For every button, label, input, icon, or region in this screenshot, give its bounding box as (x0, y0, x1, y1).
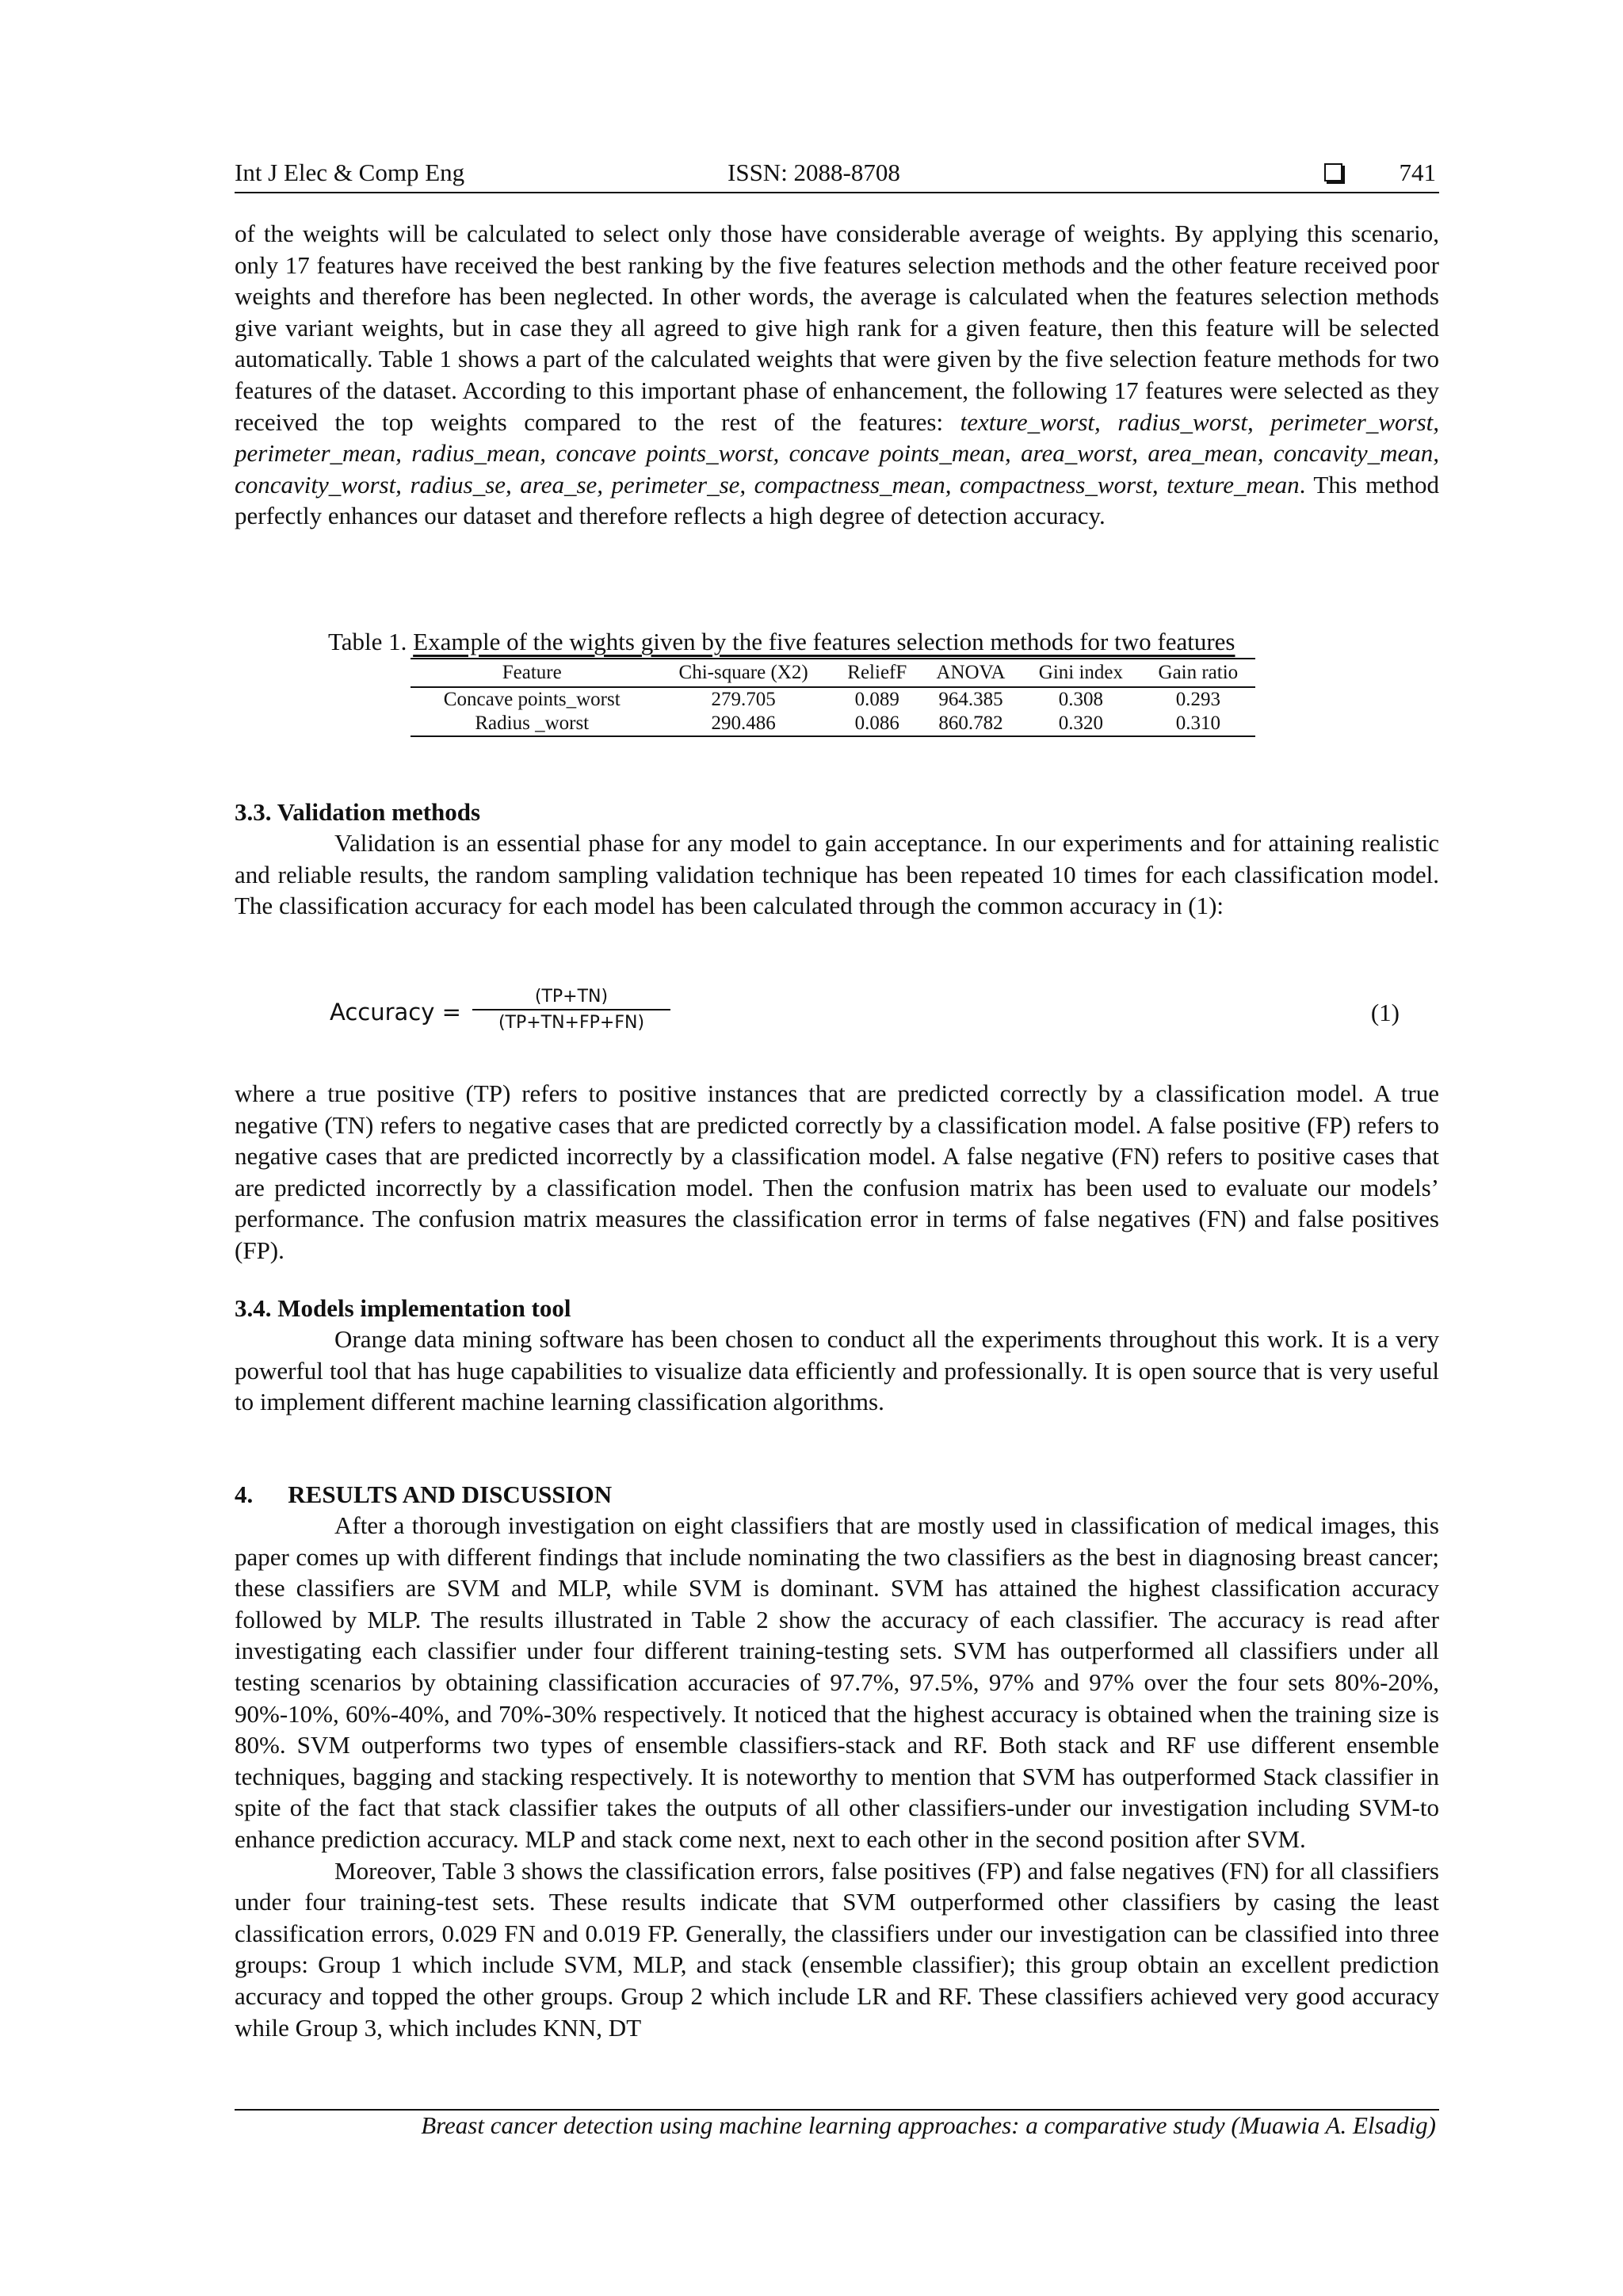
validation-paragraph: Validation is an essential phase for any model to gain acceptance. In our experiments and for attaining realistic and reliable results, the random sampling validation technique has been repeated 10 times for each classification model. The classification accuracy for each model has been calculated through the common accuracy in (1): (235, 829, 1439, 920)
definitions-paragraph: where a true positive (TP) refers to positive instances that are predicted correctly by a classification model. A true negative (TN) refers to negative cases that are predicted correctly by a classification model. A false positive (FP) refers to negative cases that are predicted incorrectly by a classification model. A false negative (FN) refers to positive cases that are predicted incorrectly by a classification model. Then the confusion matrix has been used to evaluate our models’ performance. The confusion matrix measures the classification error in terms of false negatives (FN) and false positives (FP). (235, 1079, 1439, 1264)
definitions-paragraph-block (235, 1078, 1439, 1266)
equation-numerator: (TP+TN) (472, 985, 670, 1010)
table-header-cell: Feature (411, 659, 654, 687)
table1-caption-label: Table 1. (328, 628, 407, 655)
table-cell: 0.086 (834, 712, 921, 736)
section-4 (235, 1479, 1439, 2043)
tool-paragraph: Orange data mining software has been chosen to conduct all the experiments throughout this work. It is a very powerful tool that has huge capabilities to visualize data efficiently and professionally. It is open source that is very useful to implement different machine learning classification algorithms. (235, 1325, 1439, 1416)
table-header-cell: Gini index (1021, 659, 1141, 687)
feature-selection-text (235, 218, 1439, 532)
table-cell: 279.705 (711, 689, 776, 710)
paragraph-feature-selection (235, 218, 1439, 532)
section-3-4 (235, 1293, 1439, 1418)
section-heading: 3.4. Models implementation tool (235, 1294, 571, 1322)
table-cell: 964.385 (938, 689, 1003, 710)
table1-caption (328, 628, 1235, 656)
table1 (411, 658, 1255, 737)
table-cell: 0.089 (854, 689, 899, 710)
table-cell: 0.320 (1021, 712, 1141, 736)
equation-denominator: (TP+TN+FP+FN) (498, 1013, 645, 1033)
table-cell: 860.782 (921, 712, 1021, 736)
running-header (235, 155, 1439, 193)
table-cell: 0.308 (1058, 689, 1104, 710)
section-heading: 3.3. Validation methods (235, 798, 481, 826)
section-title: RESULTS AND DISCUSSION (288, 1480, 613, 1508)
checkbox-square-icon (1324, 163, 1342, 181)
paragraph-text-end: . This method perfectly enhances our dataset and therefore reflects a high degree of detection accuracy. (235, 470, 1439, 530)
accuracy-equation (330, 985, 1400, 1056)
results-paragraph-2: Moreover, Table 3 shows the classification errors, false positives (FP) and false negatives (FN) for all classifiers under four training-test sets. These results indicate that SVM outperformed other classifiers by casing the least classification errors, 0.029 FN and 0.019 FP. Generally, the classifiers under our investigation can be classified into three groups: Group 1 which include SVM, MLP, and stack (ensemble classifier); this group obtain an excellent prediction accuracy and topped the other groups. Group 2 which include LR and RF. These classifiers achieved very good accuracy while Group 3, which includes KNN, DT (235, 1856, 1439, 2042)
issn: ISSN: 2088-8708 (727, 159, 900, 186)
table-header-cell: Gain ratio (1141, 659, 1255, 687)
equation-number: (1) (1370, 999, 1400, 1026)
table-header-row (411, 659, 1255, 687)
table-cell: 0.293 (1175, 689, 1220, 710)
page-number: 741 (1399, 159, 1436, 186)
table-header-cell: Chi-square (X2) (654, 659, 834, 687)
table-header-cell: ReliefF (834, 659, 921, 687)
results-paragraph: After a thorough investigation on eight classifiers that are mostly used in classification of medical images, this paper comes up with different findings that include nominating the two classifiers as the best in diagnosing breast cancer; these classifiers are SVM and MLP, while SVM is dominant. SVM has attained the highest classification accuracy followed by MLP. The results illustrated in Table 2 show the accuracy of each classifier. The accuracy is read after investigating each classifier under four different training-testing sets. SVM has outperformed all classifiers under all testing scenarios by obtaining classification accuracies of 97.7%, 97.5%, 97% and 97% over the four sets 80%-20%, 90%-10%, 60%-40%, and 70%-30% respectively. It noticed that the highest accuracy is obtained when the training size is 80%. SVM outperforms two types of ensemble classifiers-stack and RF. Both stack and RF use different ensemble techniques, bagging and stacking respectively. It is noteworthy to mention that SVM has outperformed Stack classifier in spite of the fact that stack classifier takes the outputs of all other classifiers-under our investigation including SVM-to enhance prediction accuracy. MLP and stack come next, next to each other in the second position after SVM. (235, 1511, 1439, 1853)
section-number: 4. (235, 1480, 254, 1508)
journal-name: Int J Elec & Comp Eng (235, 159, 465, 186)
footer-rule (235, 2109, 1439, 2111)
equation-fraction (472, 985, 670, 1036)
table-row (411, 712, 1255, 736)
table-cell: Concave points_worst (443, 689, 621, 710)
selected-features-list: texture_worst, radius_worst, perimeter_worst, perimeter_mean, radius_mean, concave points_worst, concave points_mean, area_worst, area_mean, concavity_mean, concavity_worst, radius_se, area_se, perimeter_se, compactness_mean, compactness_worst, texture_mean (235, 407, 1439, 499)
section-heading (235, 1479, 1439, 1510)
table-cell: 290.486 (654, 712, 834, 736)
equation-lhs: Accuracy = (330, 999, 461, 1026)
table-cell: 0.310 (1141, 712, 1255, 736)
table1-caption-text: Example of the wights given by the five features selection methods for two features (413, 628, 1235, 655)
table-cell: Radius _worst (411, 712, 654, 736)
running-footer: Breast cancer detection using machine learning approaches: a comparative study (Muawia A. Elsadig) (421, 2111, 1436, 2139)
table-header-cell: ANOVA (921, 659, 1021, 687)
paragraph-text: of the weights will be calculated to select only those have considerable average of weights. By applying this scenario, only 17 features have received the best ranking by the five features selection methods and the other feature received poor weights and therefore has been neglected. In other words, the average is calculated when the features selection methods give variant weights, but in case they all agreed to give high rank for a given feature, then this feature will be selected automatically. Table 1 shows a part of the calculated weights that were given by the five selection feature methods for two features of the dataset. According to this important phase of enhancement, the following 17 features were selected as they received the top weights compared to the rest of the features: (235, 220, 1439, 436)
table-row (411, 687, 1255, 712)
section-3-3 (235, 797, 1439, 922)
